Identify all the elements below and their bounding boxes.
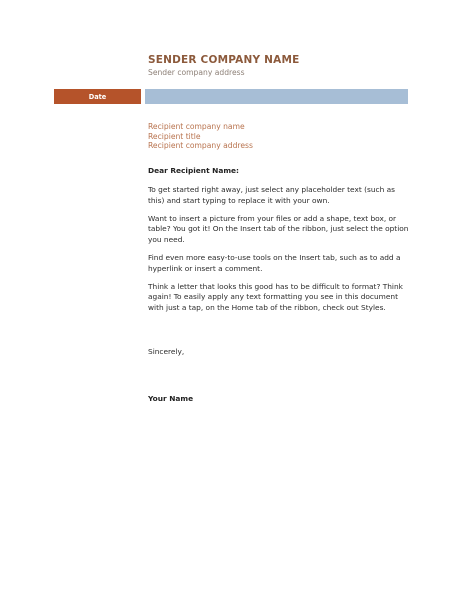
body-paragraph[interactable]: Find even more easy-to-use tools on the Insert tab, such as to add a hyperlink or insert a comment. <box>148 252 401 273</box>
body-paragraph[interactable]: To get started right away, just select any placeholder text (such as this) and start typing to replace it with your own. <box>148 185 395 205</box>
body-paragraph[interactable]: Want to insert a picture from your files or add a shape, text box, or table? You got it! On the Insert tab of the ribbon, just select the option you need. <box>148 213 409 245</box>
date-bar[interactable] <box>54 89 141 104</box>
header-accent-bar <box>145 89 408 104</box>
recipient-block <box>148 122 253 151</box>
closing[interactable]: Sincerely, <box>148 347 185 356</box>
date-label[interactable]: Date <box>88 92 107 101</box>
salutation[interactable]: Dear Recipient Name: <box>148 166 240 175</box>
letter-body <box>148 185 413 321</box>
body-paragraph[interactable]: Think a letter that looks this good has to be difficult to format? Think again! To easily apply any text formatting you see in this document with just a tap, on the Home tab of the ribbon, check out Styles. <box>148 281 403 313</box>
signature-name[interactable]: Your Name <box>148 394 194 403</box>
recipient-title[interactable]: Recipient title <box>148 131 201 141</box>
recipient-company-name[interactable]: Recipient company name <box>148 122 245 131</box>
sender-company-name[interactable]: SENDER COMPANY NAME <box>148 54 300 66</box>
recipient-company-address[interactable]: Recipient company address <box>148 141 253 151</box>
sender-company-address[interactable]: Sender company address <box>148 68 245 77</box>
